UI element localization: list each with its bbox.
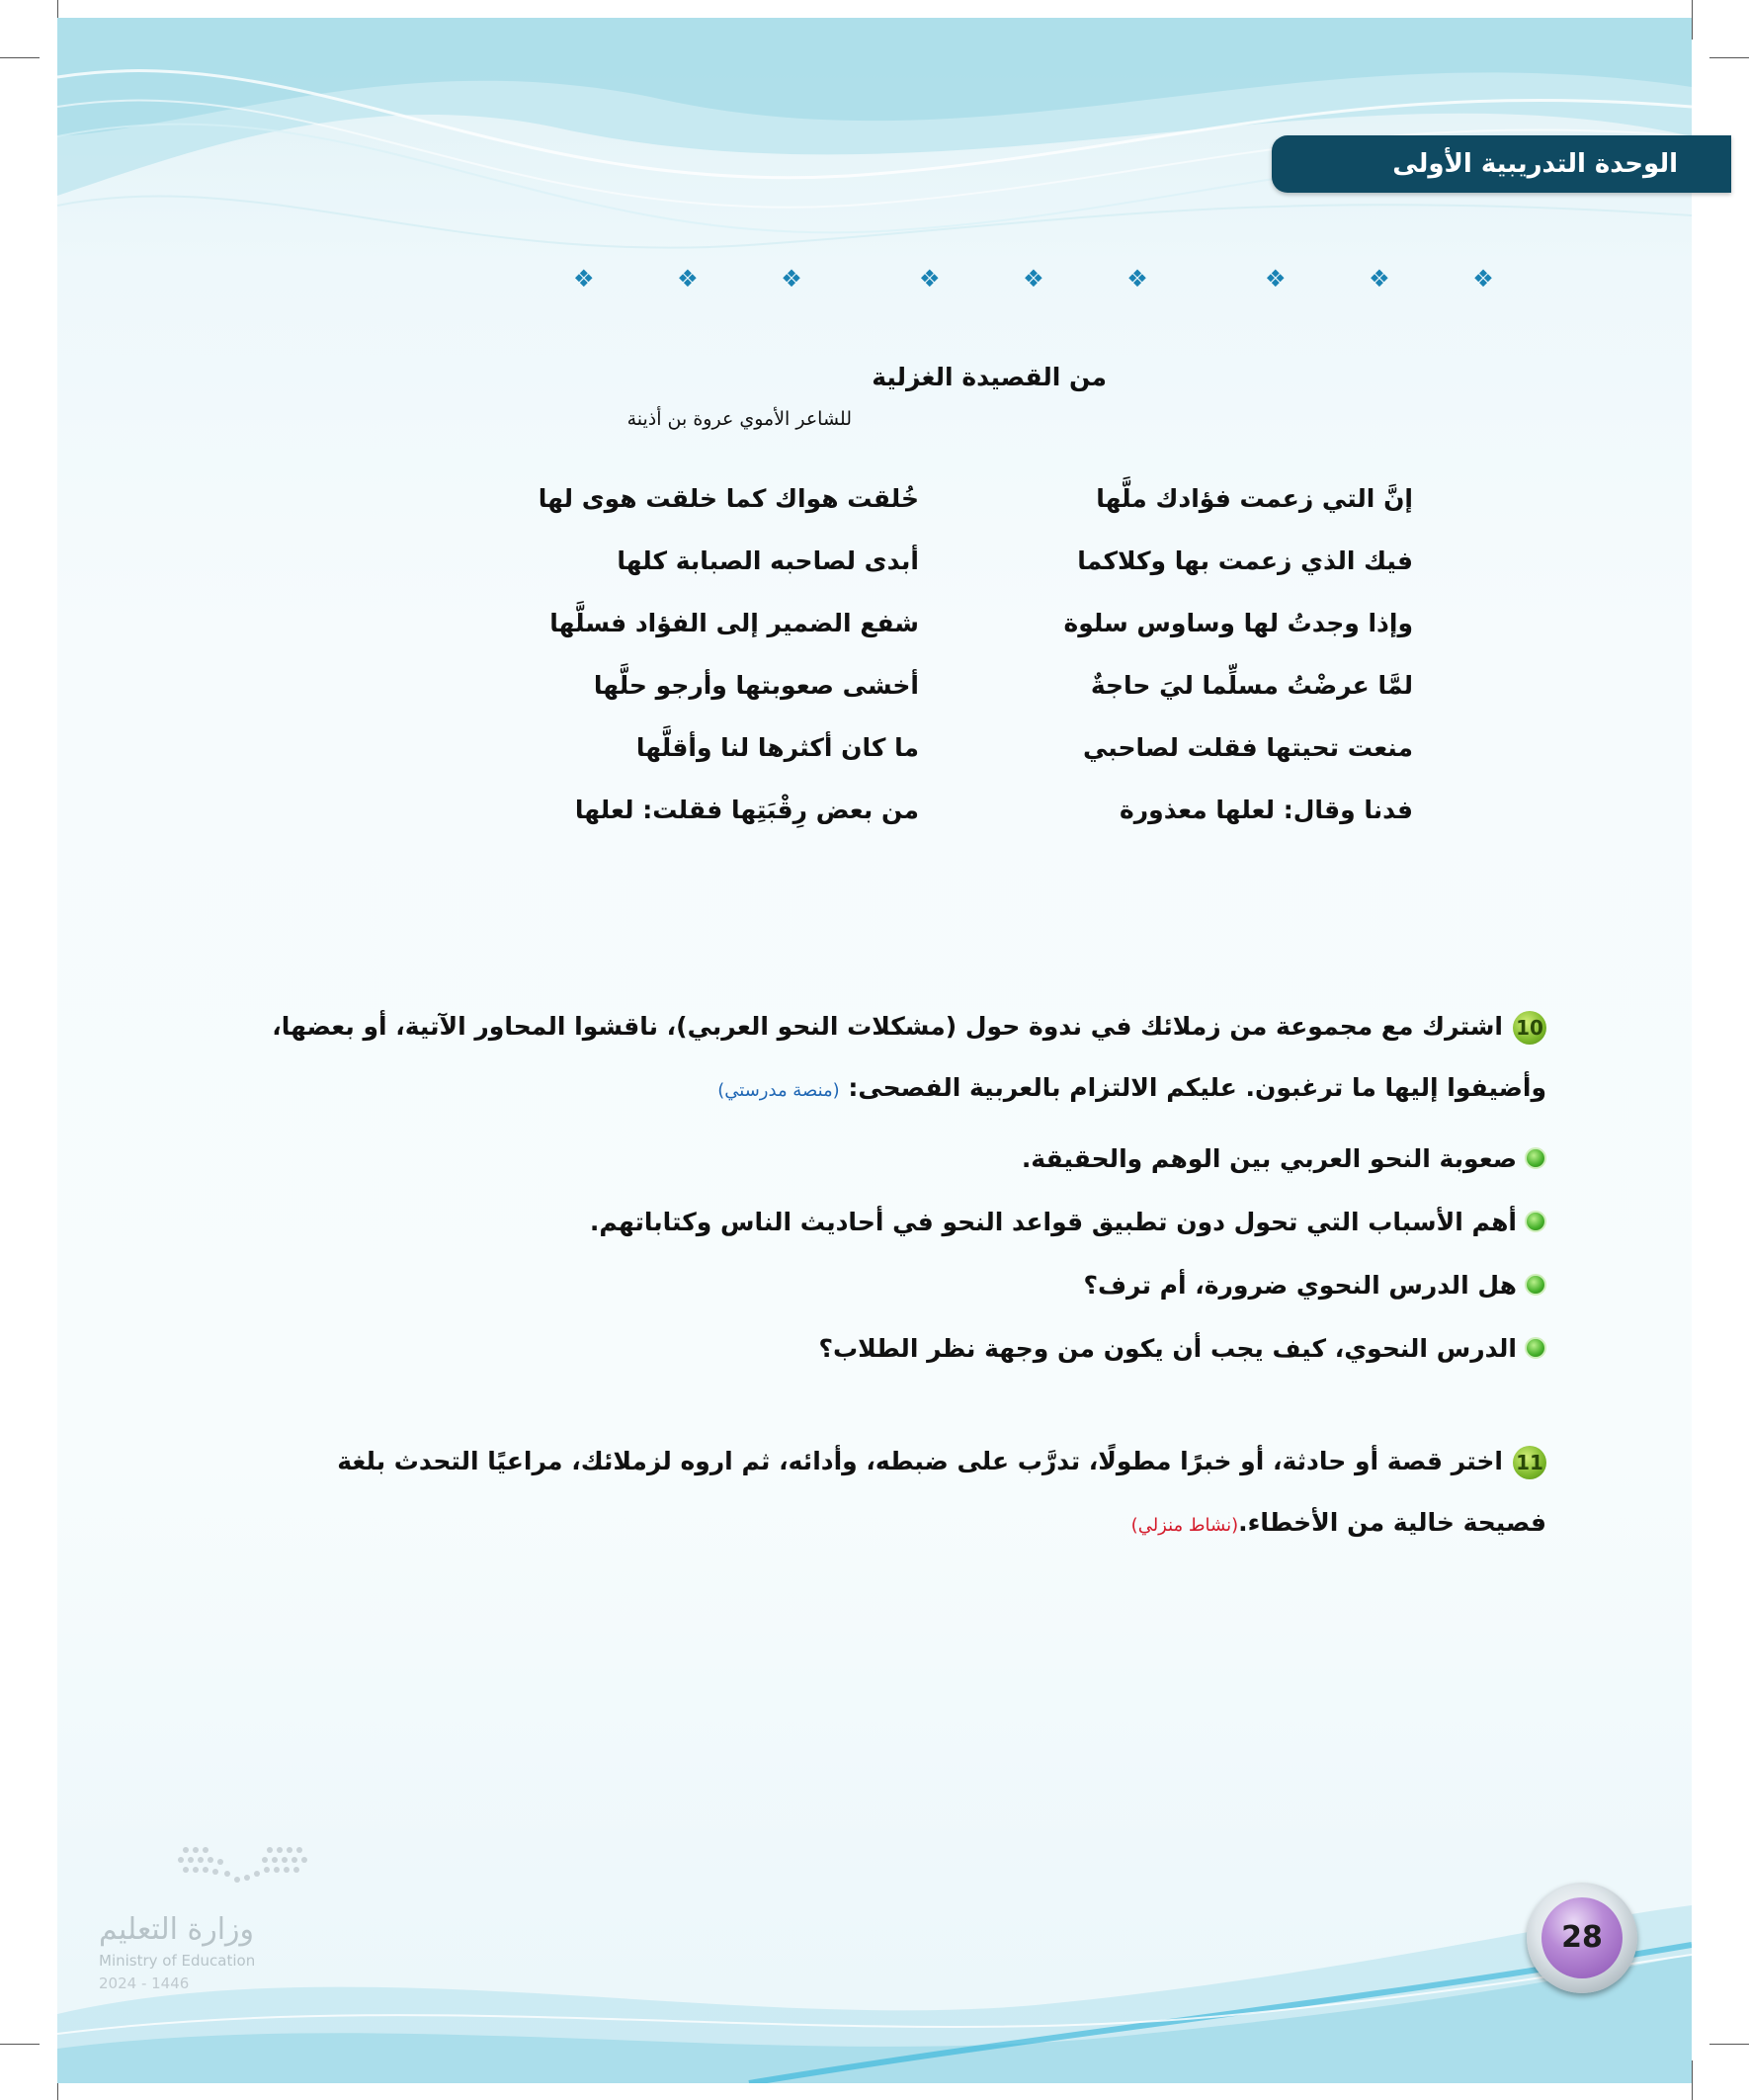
- verse-ajuz: خُلقت هواك كما خلقت هوى لها: [538, 484, 919, 513]
- list-item-text: صعوبة النحو العربي بين الوهم والحقيقة.: [1021, 1143, 1517, 1173]
- activity-11: [252, 1431, 1546, 1556]
- list-item: [395, 1253, 1546, 1316]
- crop-mark: [1692, 2060, 1693, 2100]
- list-item: [395, 1190, 1546, 1253]
- verse-sadr: لمَّا عرضْتُ مسلِّما ليَ حاجةٌ: [1090, 671, 1413, 700]
- list-item-text: أهم الأسباب التي تحول دون تطبيق قواعد النحو في أحاديث الناس وكتاباتهم.: [589, 1207, 1517, 1236]
- verse-ajuz: أبدى لصاحبه الصبابة كلها: [617, 546, 919, 575]
- verse-ajuz: أخشى صعوبتها وأرجو حلَّها: [593, 671, 919, 700]
- activity-number-badge: 10: [1513, 1011, 1546, 1045]
- verse-ajuz: شفع الضمير إلى الفؤاد فسلَّها: [549, 609, 919, 637]
- page-number: 28: [1541, 1897, 1623, 1978]
- verse-sadr: فدنا وقال: لعلها معذورة: [1120, 796, 1413, 824]
- activity-10: [252, 996, 1546, 1122]
- list-item: [395, 1316, 1546, 1380]
- crop-mark: [1709, 57, 1749, 58]
- ornament-group: ❖ ❖ ❖: [573, 265, 840, 293]
- verse-ajuz: من بعض رِقْبَتِها فقلت: لعلها: [574, 796, 919, 824]
- unit-title-tab: الوحدة التدريبية الأولى: [1272, 135, 1731, 193]
- ornament-group: ❖ ❖ ❖: [1265, 265, 1532, 293]
- platform-note: (منصة مدرستي): [717, 1080, 840, 1101]
- list-item: [395, 1127, 1546, 1190]
- discussion-points-list: [395, 1127, 1546, 1380]
- ministry-name-english: Ministry of Education: [99, 1952, 256, 1970]
- verse-sadr: وإذا وجدتُ لها وساوس سلوة: [1063, 609, 1413, 637]
- verse-sadr: منعت تحيتها فقلت لصاحبي: [1082, 733, 1413, 762]
- edition-year: 2024 - 1446: [99, 1974, 190, 1992]
- verse-ajuz: ما كان أكثرها لنا وأقلَّها: [635, 733, 919, 762]
- bullet-icon: [1525, 1337, 1546, 1359]
- activity-11-text: اختر قصة أو حادثة، أو خبرًا مطولًا، تدرَّب على ضبطه، وأدائه، ثم اروه لزملائك، مراعيًا التحدث بلغة فصيحة خالية من الأخطاء.: [337, 1447, 1546, 1537]
- ministry-name-arabic: وزارة التعليم: [99, 1912, 255, 1947]
- poem-poet: للشاعر الأموي عروة بن أذينة: [626, 408, 852, 430]
- verse-sadr: إنَّ التي زعمت فؤادك ملَّها: [1096, 484, 1413, 513]
- poem-title: من القصيدة الغزلية: [872, 363, 1107, 391]
- ornament-group: ❖ ❖ ❖: [919, 265, 1186, 293]
- bullet-icon: [1525, 1147, 1546, 1169]
- crop-mark: [1692, 0, 1693, 40]
- bullet-icon: [1525, 1274, 1546, 1296]
- homework-note: (نشاط منزلي): [1130, 1515, 1239, 1536]
- crop-mark: [0, 2044, 40, 2045]
- verse-sadr: فيك الذي زعمت بها وكلاكما: [1077, 546, 1413, 575]
- activity-number-badge: 11: [1513, 1446, 1546, 1479]
- crop-mark: [0, 57, 40, 58]
- bullet-icon: [1525, 1211, 1546, 1232]
- list-item-text: هل الدرس النحوي ضرورة، أم ترف؟: [1083, 1270, 1517, 1300]
- page-number-badge: [1527, 1883, 1637, 1993]
- activity-10-text: اشترك مع مجموعة من زملائك في ندوة حول (مشكلات النحو العربي)، ناقشوا المحاور الآتية، أو بعضها، وأضيفوا إليها ما ترغبون. عليكم الالتزام بالعربية الفصحى:: [272, 1012, 1546, 1102]
- list-item-text: الدرس النحوي، كيف يجب أن يكون من وجهة نظر الطلاب؟: [818, 1333, 1517, 1363]
- crop-mark: [1709, 2044, 1749, 2045]
